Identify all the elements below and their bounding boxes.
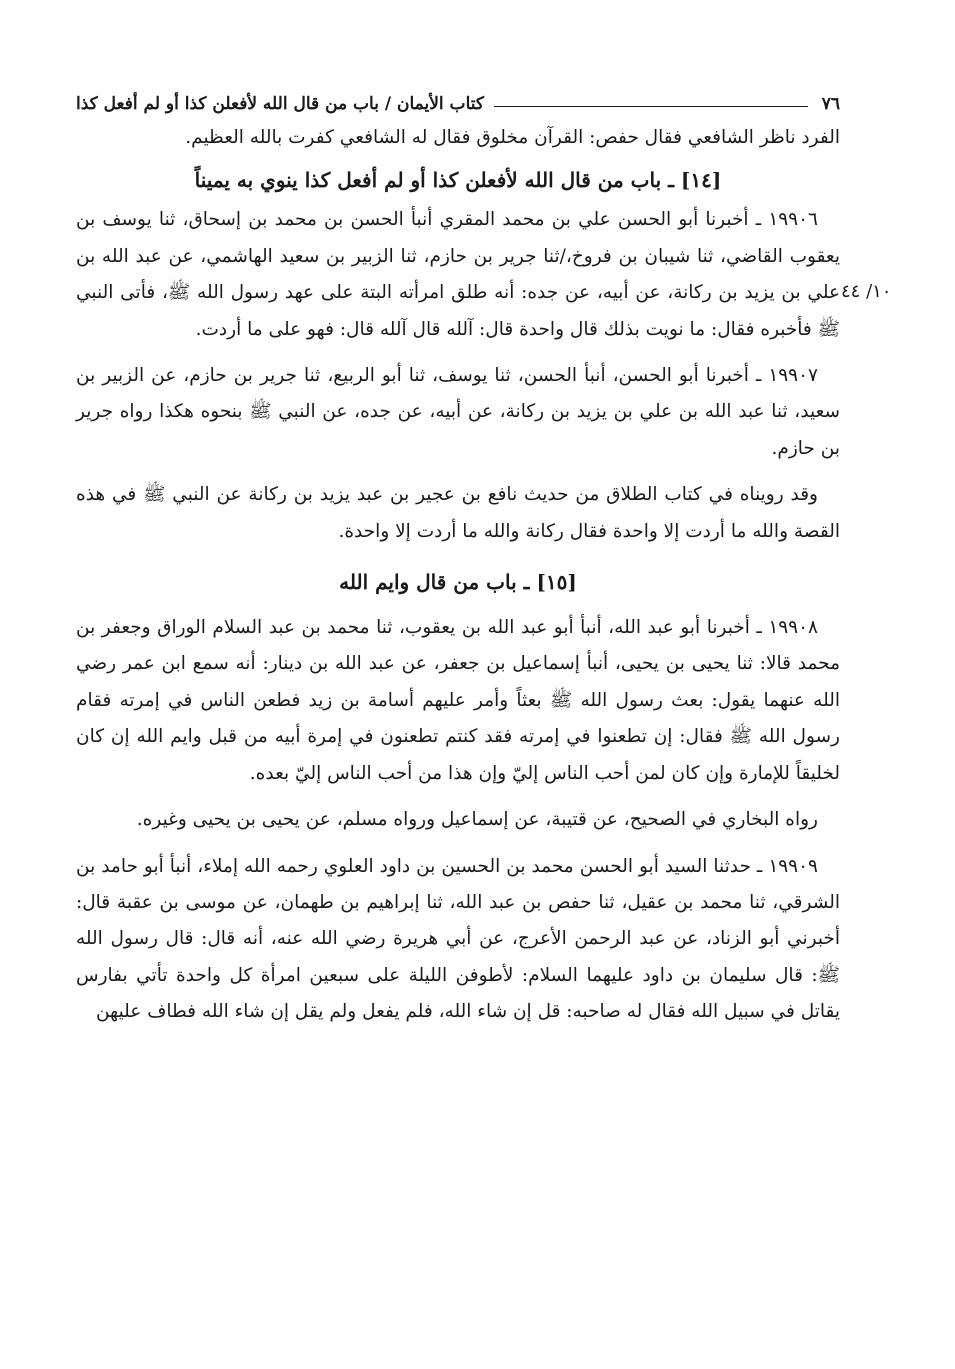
hadith-19906: ١٩٩٠٦ ـ أخبرنا أبو الحسن علي بن محمد المقري أنبأ الحسن بن محمد بن إسحاق، ثنا يوسف بن يعقوب القاضي، ثنا شيبان بن فروخ،/ثنا جرير بن حازم، ثنا الزبير بن سعيد الهاشمي، عن عبد الله بن علي بن يزيد بن ركانة، عن أبيه، عن جده: أنه طلق امرأته البتة على عهد رسول الله ﷺ، فأتى النبي ﷺ فأخبره فقال: ما نويت بذلك قال واحدة قال: آلله قال آلله قال: فهو على ما أردت.: [76, 209, 840, 340]
header-rule: [494, 106, 808, 107]
talaq-note: وقد رويناه في كتاب الطلاق من حديث نافع بن عجير بن عبد يزيد بن ركانة عن النبي ﷺ في هذه القصة والله ما أردت إلا واحدة فقال ركانة والله ما أردت إلا واحدة.: [76, 484, 840, 542]
chapter-heading-15: [١٥] ـ باب من قال وايم الله: [339, 570, 577, 595]
hadith-19907: ١٩٩٠٧ ـ أخبرنا أبو الحسن، أنبأ الحسن، ثنا يوسف، ثنا أبو الربيع، ثنا جرير بن حازم، عن الزبير بن سعيد، ثنا عبد الله بن علي بن يزيد بن ركانة، عن أبيه، عن جده، عن النبي ﷺ بنحوه هكذا رواه جرير بن حازم.: [76, 365, 840, 459]
hadith-19909: ١٩٩٠٩ ـ حدثنا السيد أبو الحسن محمد بن الحسين بن داود العلوي رحمه الله إملاء، أنبأ أبو حامد بن الشرقي، ثنا محمد بن عقيل، ثنا حفص بن عبد الله، ثنا إبراهيم بن طهمان، عن موسى بن عقبة قال: أخبرني أبو الزناد، عن عبد الرحمن الأعرج، عن أبي هريرة رضي الله عنه، أنه قال: قال رسول الله ﷺ: قال سليمان بن داود عليهما السلام: لأطوفن الليلة على سبعين امرأة كل واحدة تأتي بفارس يقاتل في سبيل الله فقال له صاحبه: قل إن شاء الله، فلم يفعل ولم يقل إن شاء الله فطاف عليهن: [76, 855, 840, 1023]
header-title: كتاب الأيمان / باب من قال الله لأفعلن كذا أو لم أفعل كذا: [76, 94, 484, 114]
page-body: [76, 86, 840, 1031]
margin-volume-reference: ١٠/ ٤٤: [841, 281, 892, 302]
running-header: [76, 86, 840, 114]
bukhari-note: رواه البخاري في الصحيح، عن قتيبة، عن إسماعيل ورواه مسلم، عن يحيى بن يحيى وغيره.: [136, 809, 818, 831]
chapter-heading-14: [١٤] ـ باب من قال الله لأفعلن كذا أو لم أفعل كذا ينوي به يميناً: [194, 168, 722, 193]
page-number: ٧٦: [821, 94, 840, 114]
opening-paragraph: الفرد ناظر الشافعي فقال حفص: القرآن مخلوق فقال له الشافعي كفرت بالله العظيم.: [185, 127, 840, 148]
hadith-19908: ١٩٩٠٨ ـ أخبرنا أبو عبد الله، أنبأ أبو عبد الله بن يعقوب، ثنا محمد بن عبد السلام الوراق وجعفر بن محمد قالا: ثنا يحيى بن يحيى، أنبأ إسماعيل بن جعفر، عن عبد الله بن دينار: أنه سمع ابن عمر رضي الله عنهما يقول: بعث رسول الله ﷺ بعثاً وأمر عليهم أسامة بن زيد فطعن الناس في إمرته فقام رسول الله ﷺ فقال: إن تطعنوا في إمرته فقد كنتم تطعنون في إمرة أبيه من قبل وايم الله إن كان لخليقاً للإمارة وإن كان لمن أحب الناس إليّ وإن هذا من أحب الناس إليّ بعده.: [76, 617, 840, 784]
